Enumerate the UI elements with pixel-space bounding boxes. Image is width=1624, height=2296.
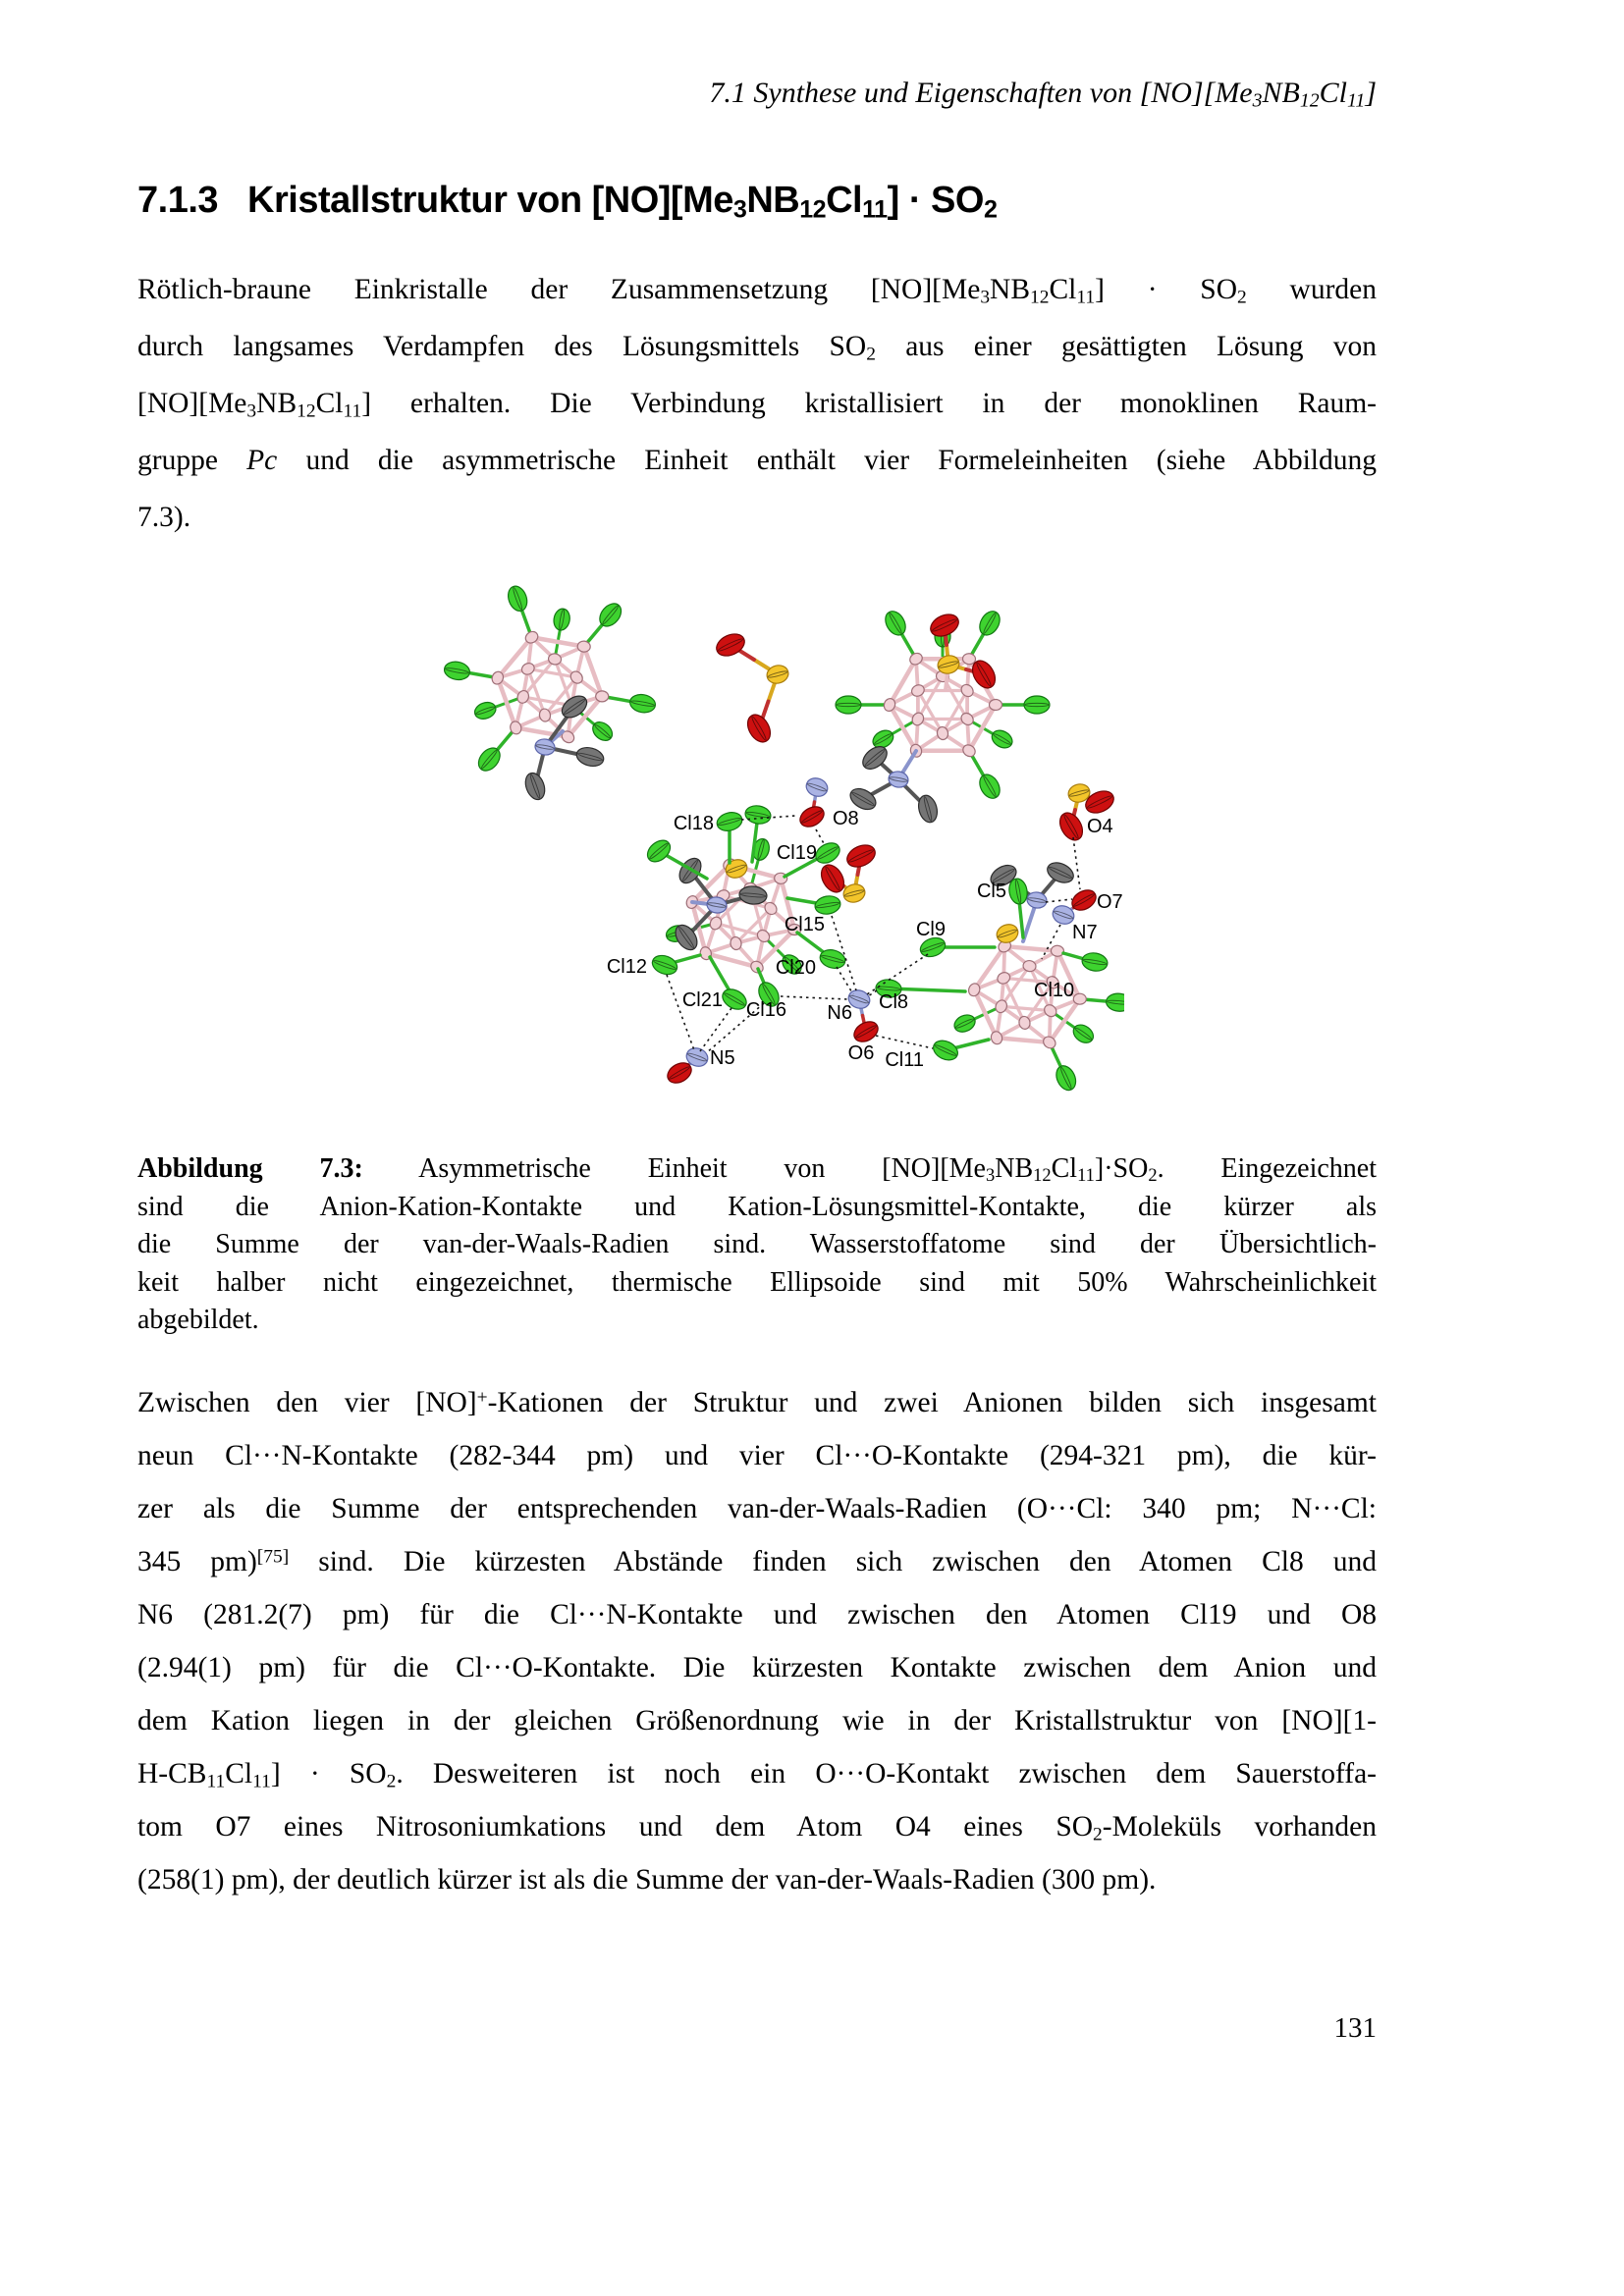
chlorine-atom [1024, 696, 1050, 714]
chlorine-atom [989, 727, 1015, 752]
atom-label: Cl10 [1034, 980, 1075, 1001]
chlorine-atom [951, 1012, 978, 1036]
atom-label: Cl12 [606, 956, 647, 978]
boron-atom [990, 700, 1002, 711]
figure-7-3 [290, 555, 1124, 1144]
figure-caption [137, 1150, 1377, 1340]
text-line: tom O7 eines Nitrosoniumkations und dem Atom O4 eines $SO_2$-Moleküls vorhanden [137, 1811, 1378, 1845]
chlorine-atom [1081, 951, 1110, 973]
atom-label: N6 [827, 1002, 852, 1024]
text-line: die Summe der van-der-Waals-Radien sind. Wasserstoffatome sind der Übersichtlich- [137, 1229, 1377, 1259]
text-line: Rötlich-braune Einkristalle der Zusammensetzung $[NO][Me_3NB_{12}Cl_{11}] \cdot SO_2$ wurden [137, 274, 1377, 308]
crystal-structure-figure [290, 555, 1124, 1144]
chlorine-atom [628, 693, 657, 715]
chlorine-atom [552, 608, 571, 631]
text-line: Zwischen den vier [NO]+-Kationen der Struktur und zwei Anionen bilden sich insgesamt [137, 1387, 1377, 1418]
chlorine-atom [443, 660, 471, 681]
chlorine-atom [715, 810, 744, 833]
chlorine-atom [744, 804, 773, 826]
contact-line [781, 996, 847, 999]
text-line: (2.94(1) pm) für die Cl···O-Kontakte. Die kürzesten Kontakte zwischen dem Anion und [137, 1652, 1377, 1683]
chlorine-atom [472, 700, 498, 722]
text-line: N6 (281.2(7) pm) für die Cl···N-Kontakte und zwischen den Atomen Cl19 und O8 [137, 1599, 1377, 1630]
atom-label: Cl11 [885, 1049, 924, 1071]
text-line: sind die Anion-Kation-Kontakte und Kation-Lösungsmittel-Kontakte, die kürzer als [137, 1191, 1377, 1222]
atom-label: N5 [710, 1047, 735, 1069]
boron-atom [996, 971, 1012, 987]
text-line: dem Kation liegen in der gleichen Größenordnung wie in der Kristallstruktur von [NO][1- [137, 1705, 1377, 1736]
oxygen-atom [927, 611, 962, 641]
atom-label: Cl16 [745, 999, 786, 1021]
oxygen-atom [850, 1018, 882, 1046]
text-line: neun Cl···N-Kontakte (282-344 pm) und vier Cl···O-Kontakte (294-321 pm), die kür- [137, 1440, 1377, 1471]
oxygen-atom [796, 803, 828, 831]
oxygen-atom [843, 841, 879, 872]
boron-atom [1073, 993, 1086, 1004]
text-line: zer als die Summe der entsprechenden van-der-Waals-Radien (O···Cl: 340 pm; N···Cl: [137, 1493, 1377, 1524]
text-line: 7.3). [137, 502, 191, 533]
oxygen-atom [743, 711, 775, 746]
text-line: 345 pm)[75] sind. Die kürzesten Abstände finden sich zwischen den Atomen Cl8 und [137, 1546, 1377, 1577]
text-line: gruppe Pc und die asymmetrische Einheit enthält vier Formeleinheiten (siehe Abbildung [137, 445, 1377, 476]
oxygen-atom [1056, 809, 1087, 844]
chlorine-atom [1053, 1063, 1079, 1094]
atom-label: Cl18 [673, 813, 714, 834]
running-header: 7.1 Synthese und Eigenschaften von $[NO][Me_3NB_{12}Cl_{11}]$ [709, 77, 1377, 112]
boron-atom [959, 682, 976, 699]
section-title: Kristallstruktur von $[NO][Me_3NB_{12}Cl_{11}] \cdot SO_2$ [247, 180, 998, 224]
page-number: 131 [1333, 2012, 1377, 2044]
text-line: Abbildung 7.3: Asymmetrische Einheit von $[NO][Me_3NB_{12}Cl_{11}]\cdot SO_2$. Eingezeichnet [137, 1153, 1377, 1186]
text-line: durch langsames Verdampfen des Lösungsmittels $SO_2$ aus einer gesättigten Lösung von [137, 331, 1377, 365]
carbon-atom [574, 745, 606, 770]
boron-atom [959, 711, 976, 727]
atom-label: Cl15 [784, 914, 825, 935]
text-line: $H-CB_{11}Cl_{11}] \cdot SO_2$. Desweiteren ist noch ein O···O-Kontakt zwischen dem Sauerstoffa- [137, 1758, 1378, 1792]
atom-label: Cl8 [879, 991, 909, 1013]
sulfur-atom [995, 922, 1021, 945]
text-line: keit halber nicht eingezeichnet, thermische Ellipsoide sind mit 50% Wahrscheinlichkeit [137, 1266, 1377, 1298]
boron-atom [962, 653, 976, 665]
chlorine-atom [976, 771, 1004, 802]
atom-label: Cl5 [976, 881, 1006, 902]
text-line: abgebildet. [137, 1305, 259, 1335]
atom-label: O8 [833, 808, 859, 829]
chlorine-atom [1070, 1021, 1097, 1046]
contact-line [816, 829, 825, 845]
atom-label: Cl19 [776, 842, 817, 864]
chlorine-atom [505, 583, 530, 614]
boron-atom [596, 691, 609, 702]
contact-line [700, 1008, 731, 1051]
boron-atom [519, 662, 536, 677]
atom-label: O6 [847, 1042, 875, 1064]
text-line: (258(1) pm), der deutlich kürzer ist als die Summe der van-der-Waals-Radien (300 pm). [137, 1864, 1157, 1896]
atom-label: Cl9 [915, 919, 947, 940]
boron-atom [1051, 945, 1064, 957]
chlorine-atom [836, 696, 861, 714]
sulfur-atom [765, 663, 790, 685]
contact-line [1073, 837, 1080, 889]
paragraph-discussion [137, 1376, 1377, 1906]
text-line: $[NO][Me_3NB_{12}Cl_{11}]$ erhalten. Die Verbindung kristallisiert in der monoklinen Raum- [137, 388, 1377, 422]
atom-label: O4 [1087, 816, 1113, 837]
chlorine-atom [976, 608, 1004, 639]
contact-line [837, 967, 853, 994]
contact-line [1046, 899, 1072, 902]
section-number: 7.1.3 [137, 180, 219, 221]
nitrogen-atom [804, 775, 831, 799]
chlorine-atom [814, 894, 842, 916]
boron-atom [577, 641, 591, 653]
contact-line [667, 975, 694, 1050]
carbon-atom [522, 771, 548, 802]
contact-line [876, 1036, 933, 1048]
paragraph-intro [137, 261, 1377, 546]
atom-label: Cl21 [681, 989, 723, 1011]
boron-atom [910, 711, 926, 727]
atom-label: N7 [1072, 922, 1098, 943]
chlorine-atom [650, 952, 680, 978]
oxygen-atom [713, 630, 748, 661]
atom-label: O7 [1097, 891, 1123, 913]
chlorine-atom [882, 608, 910, 639]
section-heading [137, 180, 1512, 222]
atom-label: Cl20 [775, 957, 816, 979]
chlorine-atom [643, 836, 674, 867]
chlorine-atom [930, 1037, 960, 1063]
carbon-atom [1045, 859, 1077, 886]
